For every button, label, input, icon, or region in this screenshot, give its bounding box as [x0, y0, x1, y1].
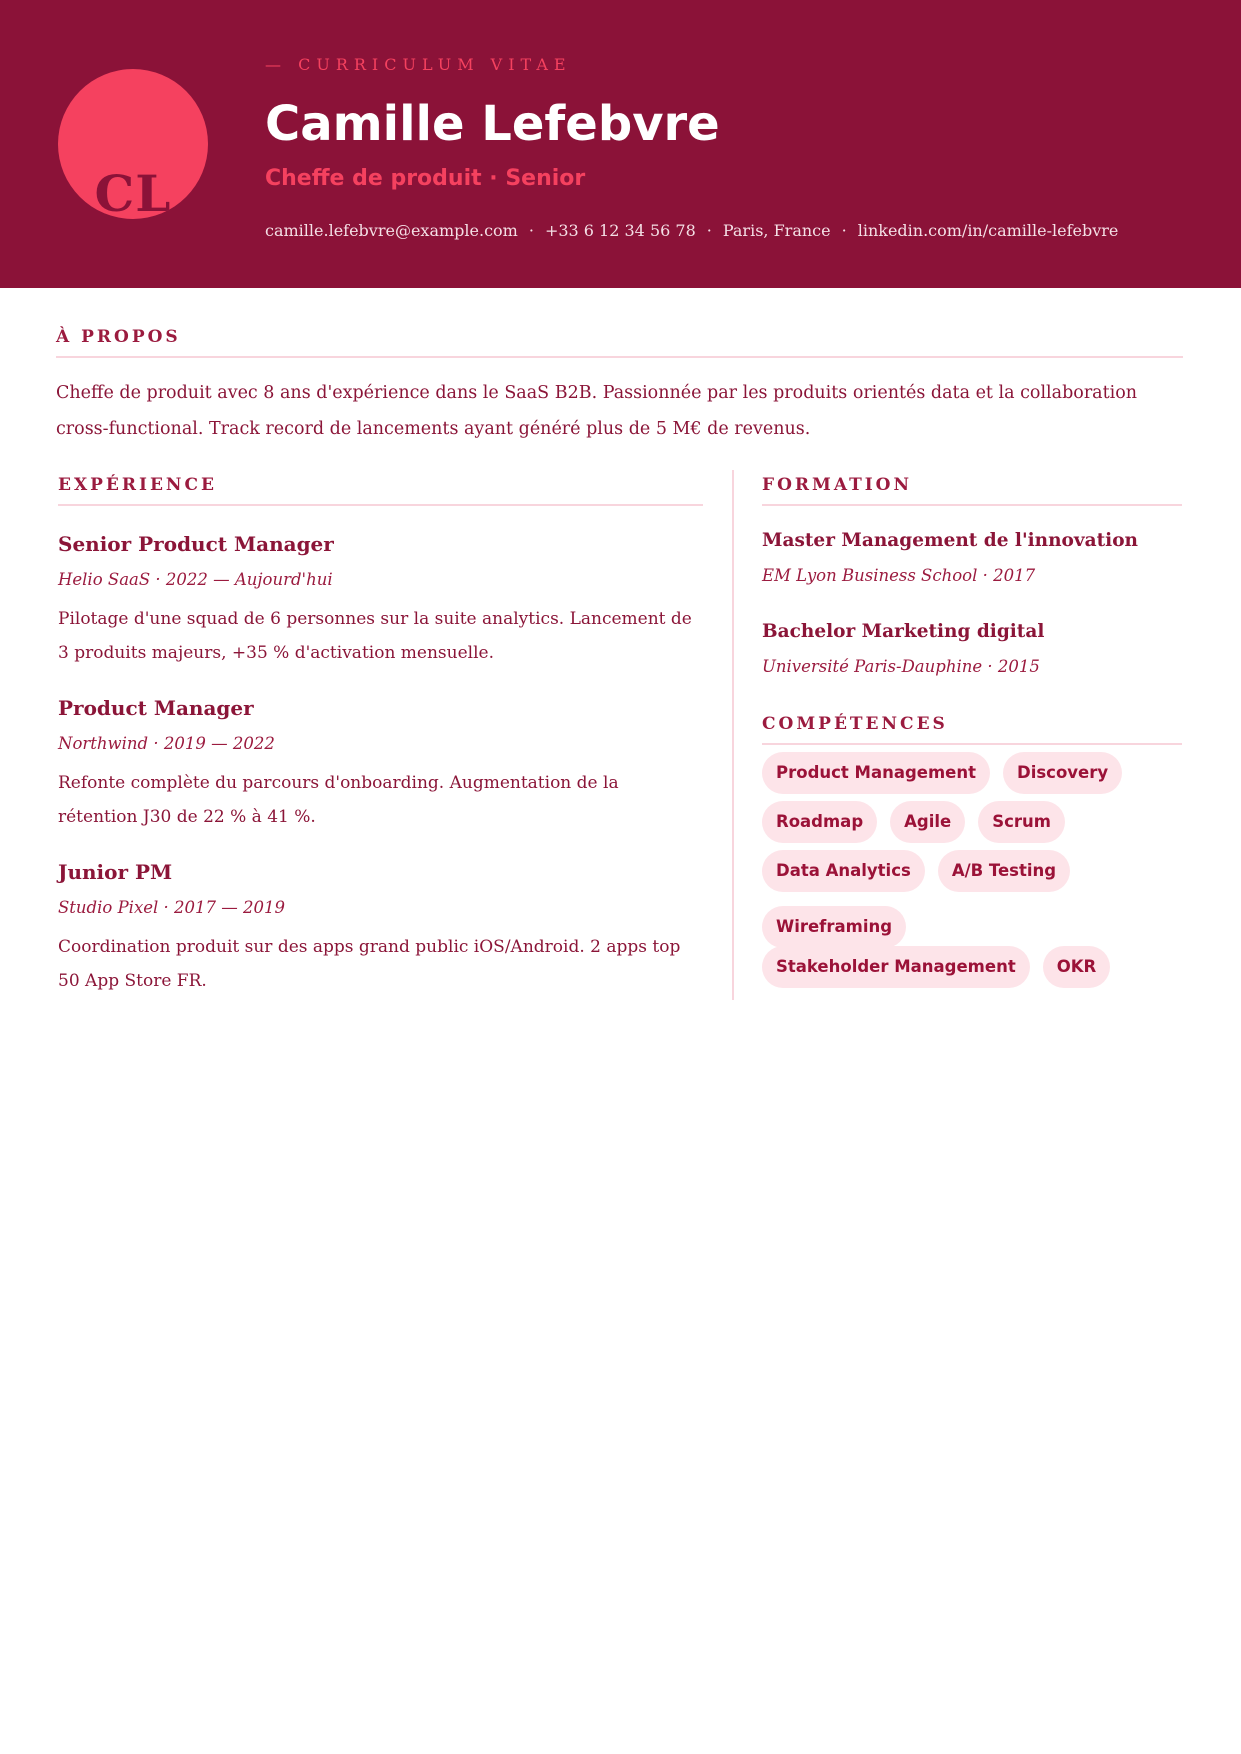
job-title: Senior Product Manager	[58, 532, 334, 556]
job-title: Product Manager	[58, 696, 254, 720]
job-description: Refonte complète du parcours d'onboarding. Augmentation de la rétention J30 de 22 % à 41 %.	[58, 773, 619, 827]
column-divider	[732, 470, 734, 1000]
contact-location: Paris, France	[722, 221, 831, 240]
skill-tag: Agile	[890, 801, 965, 843]
contact-phone[interactable]: +33 6 12 34 56 78	[544, 221, 696, 240]
candidate-name: Camille Lefebvre	[265, 96, 720, 152]
about-section	[56, 326, 1183, 447]
skill-tag: Wireframing	[762, 906, 906, 948]
about-text: Cheffe de produit avec 8 ans d'expérience dans le SaaS B2B. Passionnée par les produits orientés data et la collaboration cross-functional. Track record de lancements ayant généré plus de 5 M€ de revenus.	[56, 383, 1138, 439]
job-entry	[58, 690, 703, 834]
job-description: Pilotage d'une squad de 6 personnes sur la suite analytics. Lancement de 3 produits majeurs, +35 % d'activation mensuelle.	[58, 609, 692, 663]
candidate-role: Cheffe de produit · Senior	[265, 166, 586, 191]
skill-tag: Data Analytics	[762, 850, 925, 892]
job-entry	[58, 526, 703, 670]
skill-tag-row	[762, 850, 1182, 892]
skill-tags	[762, 752, 1182, 988]
education-title-item: Bachelor Marketing digital	[762, 621, 1045, 642]
contact-linkedin[interactable]: linkedin.com/in/camille-lefebvre	[857, 221, 1119, 240]
experience-title: EXPÉRIENCE	[58, 474, 703, 506]
skill-tag-row	[762, 752, 1182, 794]
job-meta: Helio SaaS · 2022 — Aujourd'hui	[58, 570, 333, 589]
education-title-item: Master Management de l'innovation	[762, 530, 1138, 551]
skill-tag-row	[762, 801, 1182, 843]
about-title: À PROPOS	[56, 326, 1183, 358]
cv-label: — CURRICULUM VITAE	[265, 55, 572, 74]
skill-tag: A/B Testing	[938, 850, 1070, 892]
education-meta: EM Lyon Business School · 2017	[762, 566, 1036, 585]
education-entry	[762, 524, 1182, 594]
skill-tag: Roadmap	[762, 801, 877, 843]
job-title: Junior PM	[58, 860, 173, 884]
contact-email[interactable]: camille.lefebvre@example.com	[265, 221, 518, 240]
avatar	[58, 69, 208, 219]
contact-separator: ·	[841, 221, 847, 240]
skill-tag: OKR	[1043, 946, 1111, 988]
skill-tag: Discovery	[1003, 752, 1122, 794]
job-description: Coordination produit sur des apps grand public iOS/Android. 2 apps top 50 App Store FR.	[58, 937, 681, 991]
education-entry	[762, 615, 1182, 685]
skills-title: COMPÉTENCES	[762, 713, 1182, 745]
cv-header	[0, 0, 1241, 288]
skill-tag-row	[762, 906, 1182, 948]
sidebar-column	[762, 474, 1182, 988]
job-meta: Northwind · 2019 — 2022	[58, 734, 275, 753]
contact-separator: ·	[528, 221, 534, 240]
skill-tag-row	[762, 946, 1182, 988]
education-title: FORMATION	[762, 474, 1182, 506]
job-entry	[58, 854, 703, 998]
education-meta: Université Paris-Dauphine · 2015	[762, 657, 1040, 676]
avatar-initials: CL	[94, 164, 172, 219]
contact-line	[265, 220, 1118, 242]
skill-tag: Stakeholder Management	[762, 946, 1030, 988]
skill-tag: Scrum	[978, 801, 1065, 843]
contact-separator: ·	[706, 221, 712, 240]
job-meta: Studio Pixel · 2017 — 2019	[58, 898, 286, 917]
experience-section	[58, 474, 703, 998]
skill-tag: Product Management	[762, 752, 990, 794]
